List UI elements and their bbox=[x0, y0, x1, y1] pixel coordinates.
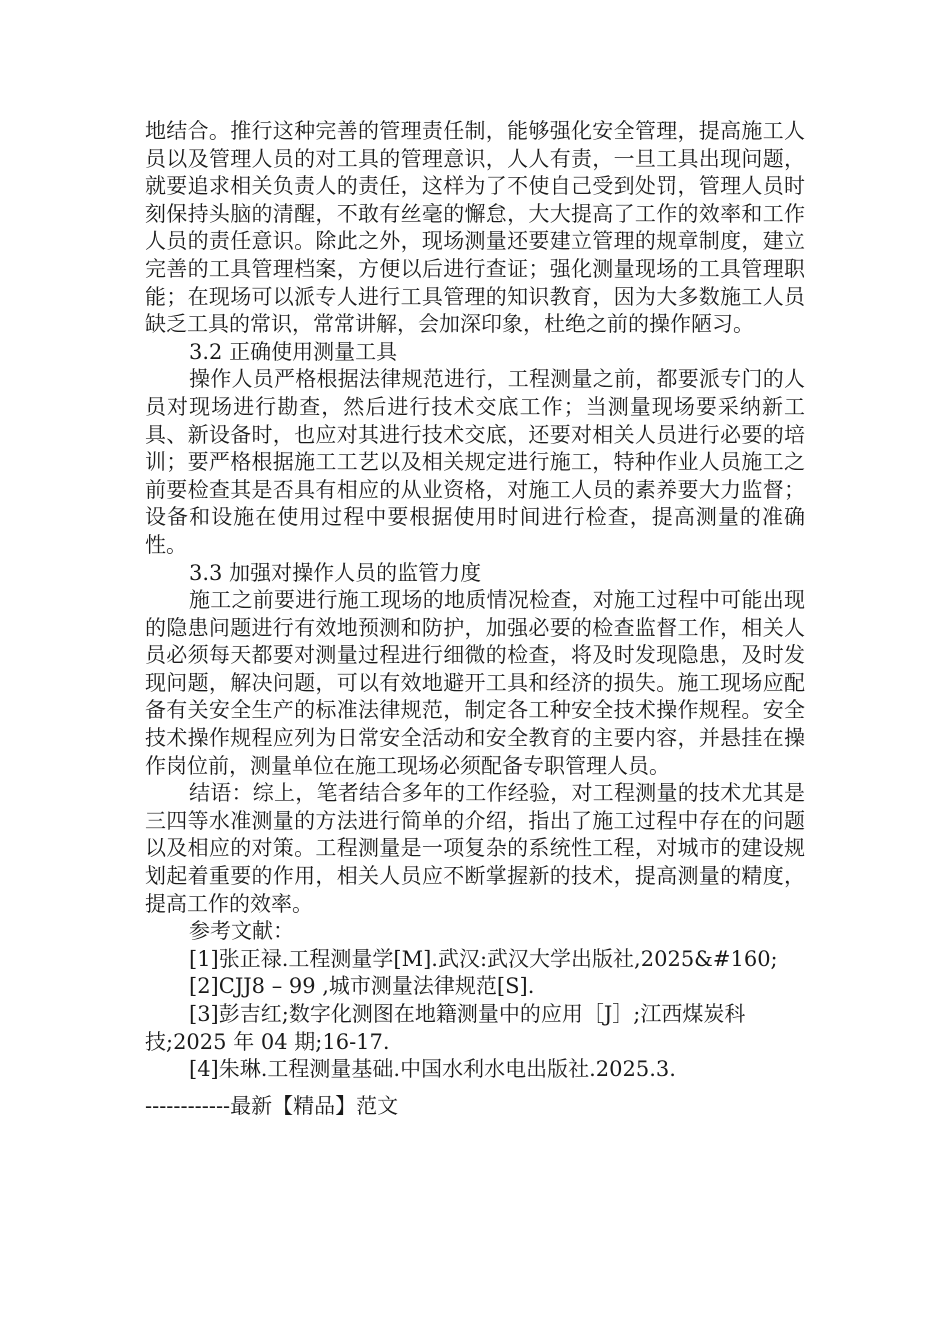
references-title: 参考文献： bbox=[189, 919, 294, 944]
footer-tagline: ------------最新【精品】范文 bbox=[145, 1094, 399, 1118]
reference-item-3: [3]彭吉红;数字化测图在地籍测量中的应用［J］;江西煤炭科技;2025 年 04 期;16-17. bbox=[145, 1002, 746, 1054]
section-heading-3-3: 3.3 加强对操作人员的监管力度 bbox=[189, 560, 482, 585]
reference-item-4: [4]朱琳.工程测量基础.中国水利水电出版社.2025.3. bbox=[189, 1057, 676, 1082]
reference-item-1: [1]张正禄.工程测量学[M].武汉:武汉大学出版社,2025&#160; bbox=[189, 946, 778, 971]
document-body bbox=[145, 118, 805, 1084]
paragraph-management-responsibility: 地结合。推行这种完善的管理责任制，能够强化安全管理，提高施工人员以及管理人员的对工具的管理意识，人人有责，一旦工具出现问题，就要追求相关负责人的责任，这样为了不使自己受到处罚，管理人员时刻保持头脑的清醒，不敢有丝毫的懈怠，大大提高了工作的效率和工作人员的责任意识。除此之外，现场测量还要建立管理的规章制度，建立完善的工具管理档案，方便以后进行查证；强化测量现场的工具管理职能；在现场可以派专人进行工具管理的知识教育，因为大多数施工人员缺乏工具的常识，常常讲解，会加深印象，杜绝之前的操作陋习。 bbox=[145, 119, 805, 337]
reference-item-2: [2]CJJ8 – 99 ,城市测量法律规范[S]. bbox=[189, 974, 535, 999]
paragraph-supervision: 施工之前要进行施工现场的地质情况检查，对施工过程中可能出现的隐患问题进行有效地预测和防护，加强必要的检查监督工作，相关人员必须每天都要对测量过程进行细微的检查，将及时发现隐患，及时发现问题，解决问题，可以有效地避开工具和经济的损失。施工现场应配备有关安全生产的标准法律规范，制定各工种安全技术操作规程。安全技术操作规程应列为日常安全活动和安全教育的主要内容，并悬挂在操作岗位前，测量单位在施工现场必须配备专职管理人员。 bbox=[145, 588, 805, 778]
paragraph-conclusion: 结语：综上，笔者结合多年的工作经验，对工程测量的技术尤其是三四等水准测量的方法进行简单的介绍，指出了施工过程中存在的问题以及相应的对策。工程测量是一项复杂的系统性工程，对城市的建设规划起着重要的作用，相关人员应不断掌握新的技术，提高测量的精度，提高工作的效率。 bbox=[145, 781, 805, 916]
paragraph-correct-tool-use: 操作人员严格根据法律规范进行，工程测量之前，都要派专门的人员对现场进行勘查，然后进行技术交底工作；当测量现场要采纳新工具、新设备时，也应对其进行技术交底，还要对相关人员进行必要的培训；要严格根据施工工艺以及相关规定进行施工，特种作业人员施工之前要检查其是否具有相应的从业资格，对施工人员的素养要大力监督；设备和设施在使用过程中要根据使用时间进行检查，提高测量的准确性。 bbox=[145, 367, 805, 557]
section-heading-3-2: 3.2 正确使用测量工具 bbox=[189, 339, 398, 364]
